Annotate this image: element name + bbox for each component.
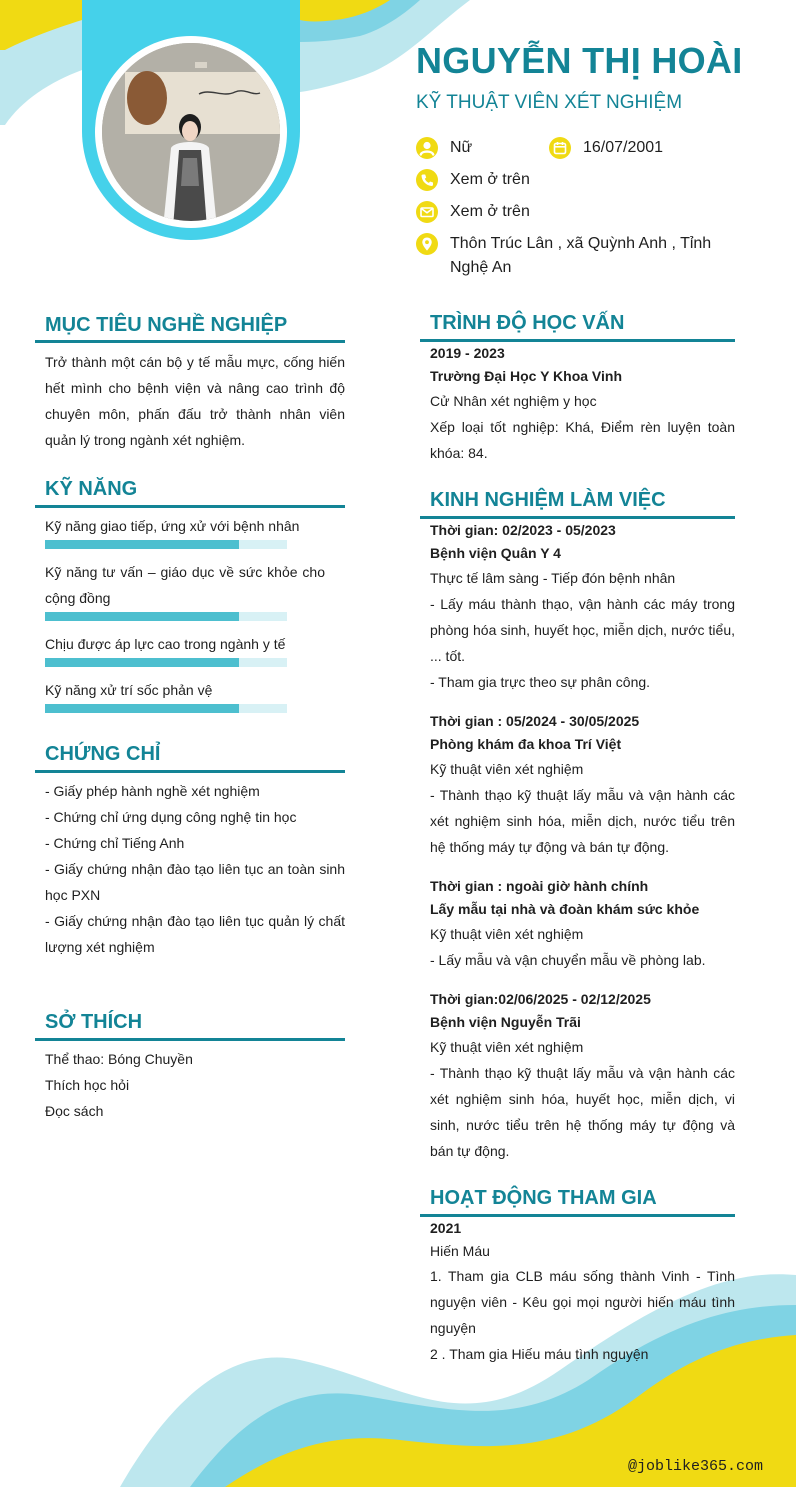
education-degree: Cử Nhân xét nghiệm y học xyxy=(430,393,597,409)
gender-value: Nữ xyxy=(450,139,473,156)
job-place: Lấy mẫu tại nhà và đoàn khám sức khỏe xyxy=(430,901,700,917)
certificates-title: CHỨNG CHỈ xyxy=(45,743,161,765)
job-description: - Lấy mẫu và vận chuyển mẫu về phòng lab. xyxy=(430,952,706,968)
job-position: Thực tế lâm sàng - Tiếp đón bệnh nhân xyxy=(430,570,676,586)
job-position: Kỹ thuật viên xét nghiệm xyxy=(430,761,584,777)
activity-item: 1. Tham gia CLB máu sống thành Vinh - Tình nguyện viên - Kêu gọi mọi người hiến máu tình nguyện xyxy=(430,1268,735,1336)
skill-bar xyxy=(45,612,287,621)
job-position: Kỹ thuật viên xét nghiệm xyxy=(430,926,584,942)
job-period: Thời gian : ngoài giờ hành chính xyxy=(430,878,649,894)
hobby-item: Thích học hỏi xyxy=(45,1077,130,1093)
skill-bar xyxy=(45,704,287,713)
objective-title: MỤC TIÊU NGHỀ NGHIỆP xyxy=(45,314,288,336)
profile-photo xyxy=(95,36,287,228)
certificate-item: - Chứng chỉ ứng dụng công nghệ tin học xyxy=(45,809,297,825)
skill-bar-fill xyxy=(45,540,239,549)
phone-value: Xem ở trên xyxy=(450,171,530,188)
dob-value: 16/07/2001 xyxy=(583,139,664,156)
certificate-item: - Giấy phép hành nghề xét nghiệm xyxy=(45,783,260,799)
certificate-item: - Giấy chứng nhận đào tạo liên tục quản lý chất lượng xét nghiệm xyxy=(45,913,345,955)
education-period: 2019 - 2023 xyxy=(430,345,505,361)
activities-title: HOẠT ĐỘNG THAM GIA xyxy=(430,1187,657,1209)
skill-bar-fill xyxy=(45,704,239,713)
job-period: Thời gian : 05/2024 - 30/05/2025 xyxy=(430,713,640,729)
skill-label: Kỹ năng tư vấn – giáo dục về sức khỏe cho cộng đồng xyxy=(45,564,325,606)
hobbies-divider xyxy=(35,1038,345,1041)
skill-bar xyxy=(45,540,287,549)
skill-bar-fill xyxy=(45,658,239,667)
watermark: @joblike365.com xyxy=(628,1458,764,1475)
email-value: Xem ở trên xyxy=(450,203,530,220)
experience-title: KINH NGHIỆM LÀM VIỆC xyxy=(430,489,666,511)
skill-bar-fill xyxy=(45,612,239,621)
job-description: - Lấy máu thành thạo, vận hành các máy trong phòng hóa sinh, huyết học, miễn dịch, nước tiểu, ... tốt. xyxy=(430,596,735,664)
certificates-divider xyxy=(35,770,345,773)
education-result: Xếp loại tốt nghiệp: Khá, Điểm rèn luyện toàn khóa: 84. xyxy=(430,419,735,461)
mail-icon xyxy=(416,201,438,223)
job-period: Thời gian: 02/2023 - 05/2023 xyxy=(430,522,616,538)
candidate-name: NGUYỄN THỊ HOÀI xyxy=(416,40,743,81)
job-position: Kỹ thuật viên xét nghiệm xyxy=(430,1039,584,1055)
education-school: Trường Đại Học Y Khoa Vinh xyxy=(430,368,623,384)
activity-name: Hiến Máu xyxy=(430,1243,490,1259)
skill-label: Chịu được áp lực cao trong ngành y tế xyxy=(45,636,286,652)
skills-divider xyxy=(35,505,345,508)
education-title: TRÌNH ĐỘ HỌC VẤN xyxy=(430,312,625,334)
job-description: - Thành thạo kỹ thuật lấy mẫu và vận hành các xét nghiệm sinh hóa, huyết học, miễn dịch, vi sinh, nước tiểu trên hệ thống máy tự động và bán tự động. xyxy=(430,1065,735,1159)
skill-label: Kỹ năng xử trí sốc phản vệ xyxy=(45,682,213,698)
job-place: Phòng khám đa khoa Trí Việt xyxy=(430,736,622,752)
job-place: Bệnh viện Nguyễn Trãi xyxy=(430,1014,581,1030)
activity-item: 2 . Tham gia Hiếu máu tình nguyện xyxy=(430,1346,649,1362)
job-place: Bệnh viện Quân Y 4 xyxy=(430,545,561,561)
objective-divider xyxy=(35,340,345,343)
skill-bar xyxy=(45,658,287,667)
objective-text: Trở thành một cán bộ y tế mẫu mực, cống hiến hết mình cho bệnh viện và nâng cao trình độ chuyên môn, phấn đấu trở thành nhân viên quản lý trong ngành xét nghiệm. xyxy=(45,354,345,448)
certificate-item: - Chứng chỉ Tiếng Anh xyxy=(45,835,185,851)
location-pin-icon xyxy=(416,233,438,255)
job-description: - Tham gia trực theo sự phân công. xyxy=(430,674,651,690)
skill-label: Kỹ năng giao tiếp, ứng xử với bệnh nhân xyxy=(45,518,300,534)
job-description: - Thành thạo kỹ thuật lấy mẫu và vận hành các xét nghiệm sinh hóa, miễn dịch, nước tiểu trên hệ thống máy tự động và bán tự động. xyxy=(430,787,735,855)
activity-year: 2021 xyxy=(430,1220,462,1236)
hobby-item: Đọc sách xyxy=(45,1103,104,1119)
activities-divider xyxy=(420,1214,735,1217)
user-icon xyxy=(416,137,438,159)
job-period: Thời gian:02/06/2025 - 02/12/2025 xyxy=(430,991,651,1007)
phone-icon xyxy=(416,169,438,191)
calendar-icon xyxy=(549,137,571,159)
certificate-item: - Giấy chứng nhận đào tạo liên tục an toàn sinh học PXN xyxy=(45,861,345,903)
address-value: Thôn Trúc Lân , xã Quỳnh Anh , Tỉnh Nghệ An xyxy=(450,235,712,276)
hobbies-title: SỞ THÍCH xyxy=(45,1011,143,1033)
candidate-role: KỸ THUẬT VIÊN XÉT NGHIỆM xyxy=(416,92,683,113)
skills-title: KỸ NĂNG xyxy=(45,478,138,500)
hobby-item: Thể thao: Bóng Chuyền xyxy=(45,1051,193,1067)
